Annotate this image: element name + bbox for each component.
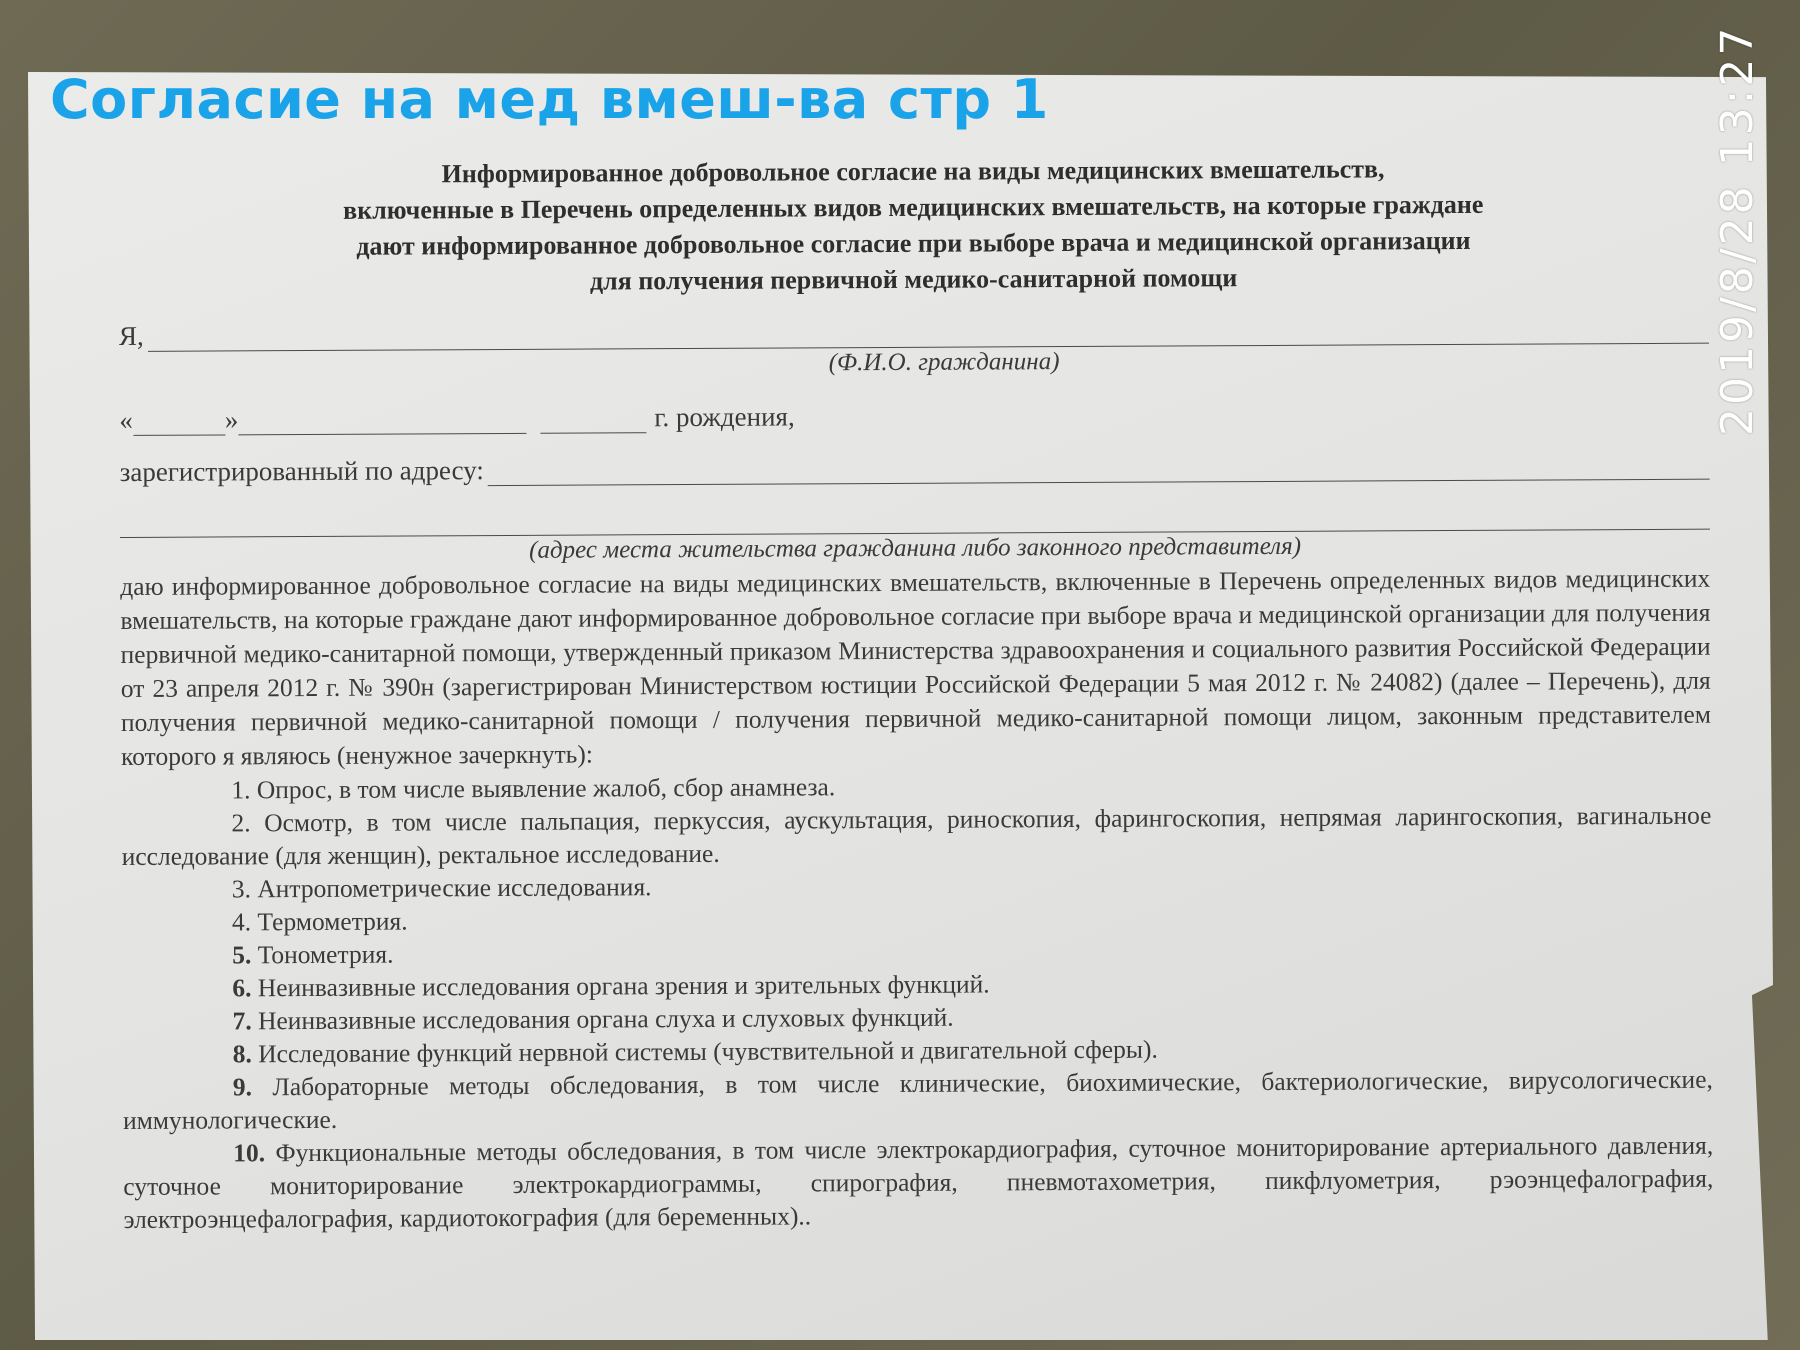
item-number: 5.	[232, 940, 252, 970]
item-text: Термометрия.	[257, 906, 408, 937]
item-number: 1.	[231, 775, 251, 805]
item-text: Лабораторные методы обследования, в том числе клинические, биохимические, бактериологические, вирусологические, иммунологические.	[122, 1064, 1713, 1135]
address-row	[120, 444, 1710, 488]
consent-text: даю информированное добровольное согласие на виды медицинских вмешательств, включенные в Перечень определенных видов медицинских вмешательств, на которые граждане дают информированное добровольное согласие при выборе врача и медицинской организации для получения первичной медико-санитарной помощи, утвержденный приказом Министерства здравоохранения и социального развития Российской Федерации от 23 апреля 2012 г. № 390н (зарегистрирован Министерством юстиции Российской Федерации 5 мая 2012 г. № 24082) (далее – Перечень), для получения первичной медико-санитарной помощи / получения первичной медико-санитарной помощи лицом, законным представителем которого я являюсь (ненужное зачеркнуть):	[120, 563, 1712, 771]
intervention-list	[121, 766, 1713, 1236]
day-close-quote: »	[224, 404, 239, 435]
item-text: Исследование функций нервной системы (чувствительной и двигательной сферы).	[258, 1034, 1158, 1069]
birth-year-field[interactable]	[540, 410, 646, 434]
item-text: Неинвазивные исследования органа зрения и зрительных функций.	[257, 969, 990, 1003]
form-heading	[118, 150, 1709, 302]
intervention-item	[123, 1129, 1713, 1236]
item-number: 9.	[232, 1072, 253, 1102]
birth-month-field[interactable]	[238, 411, 526, 436]
item-text: Осмотр, в том числе пальпация, перкуссия, аускультация, риноскопия, фарингоскопия, непрямая ларингоскопия, вагинальное исследование (для женщин), ректальное исследование.	[121, 800, 1712, 871]
heading-line: дают информированное добровольное согласие при выборе врача и медицинской организации	[356, 225, 1471, 261]
heading-line: включенные в Перечень определенных видов медицинских вмешательств, на которые граждане	[343, 189, 1484, 225]
intervention-item	[121, 799, 1711, 873]
overlay-title: Согласие на мед вмеш-ва стр 1	[50, 68, 1049, 131]
item-number: 2.	[231, 808, 251, 838]
birth-row	[119, 392, 1709, 436]
name-prefix: Я,	[118, 320, 144, 351]
item-number: 3.	[231, 874, 252, 904]
address-caption: (адрес места жительства гражданина либо законного представителя)	[529, 532, 1302, 564]
heading-line: для получения первичной медико-санитарной помощи	[589, 263, 1238, 296]
heading-line: Информированное добровольное согласие на виды медицинских вмешательств,	[441, 154, 1385, 189]
photo-timestamp: 2019/8/28 13:27	[1712, 24, 1763, 436]
item-text: Опрос, в том числе выявление жалоб, сбор анамнеза.	[256, 772, 836, 805]
item-text: Функциональные методы обследования, в том числе электрокардиография, суточное мониторирование артериального давления, суточное мониторирование электрокардиограммы, спирография, пневмотахометрия, пикфлуометрия, рэоэнцефалография, электроэнцефалография, кардиотокография (для беременных)..	[123, 1130, 1714, 1234]
day-open-quote: «	[119, 404, 133, 435]
address-label: зарегистрированный по адресу:	[119, 455, 484, 487]
item-number: 7.	[232, 1006, 252, 1036]
item-text: Тонометрия.	[257, 939, 394, 970]
address-field[interactable]	[488, 457, 1710, 486]
item-number: 4.	[231, 907, 252, 937]
item-text: Антропометрические исследования.	[257, 872, 652, 904]
intervention-item	[123, 1063, 1713, 1137]
item-text: Неинвазивные исследования органа слуха и слуховых функций.	[257, 1002, 954, 1036]
birth-label: г. рождения,	[654, 401, 795, 433]
item-number: 8.	[232, 1039, 252, 1069]
birth-day-field[interactable]	[133, 412, 225, 435]
item-number: 10.	[233, 1138, 266, 1168]
consent-form	[118, 150, 1714, 1236]
name-caption: (Ф.И.О. гражданина)	[828, 348, 1060, 377]
item-number: 6.	[232, 973, 252, 1003]
